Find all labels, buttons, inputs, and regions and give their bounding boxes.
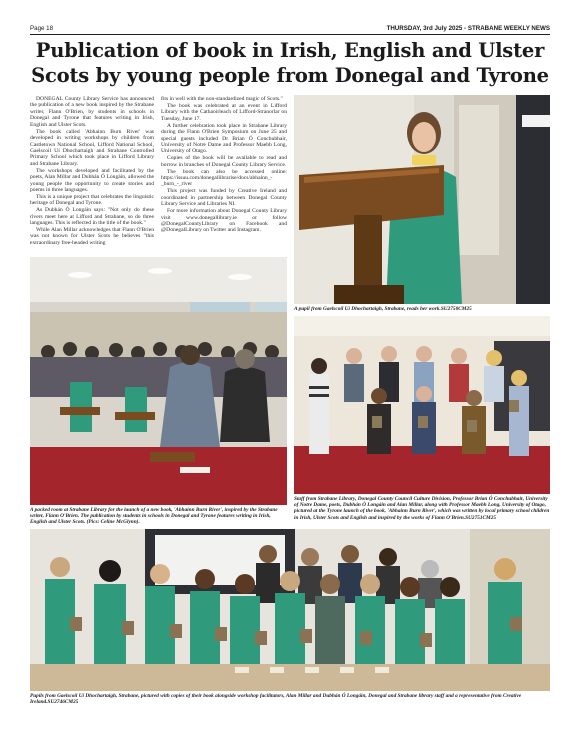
paragraph: This is a unique project that celebrates the linguistic heritage of Donegal and Tyrone. <box>30 193 154 207</box>
paragraph: The book was celebrated at an event in Lifford Library with the Cathaoirleach of Lifford-Stranorlar on Tuesday, June 17. <box>161 102 287 122</box>
article-column-1 <box>30 96 154 247</box>
paragraph: The book can also be accessed online: https://issuu.com/donegallibrarise/docs/abhainn_-_burn_-_river <box>161 168 287 188</box>
headline-line-1: Publication of book in Irish, English and Ulster <box>35 39 545 62</box>
paragraph: DONEGAL County Library Service has announced the publication of a new book inspired by the Strabane writer, Flann O'Brien, by students in schools in Donegal and Tyrone that features writing in Irish, English and Ulster Scots. <box>30 96 154 128</box>
paragraph: The book called 'Abhainn Burn River' was developed in writing workshops by children from Castletown National School, Lifford National School, Gaelscoil Uí Dhochartaigh and Strabane Controlled Primary School which took place in Lifford Library and Strabane Library. <box>30 128 154 167</box>
header-rule <box>30 34 550 35</box>
paragraph: Copies of the book will be available to read and borrow in branches of Donegal County Library Service. <box>161 155 287 168</box>
paragraph: While Alan Millar acknowledges that Flann O'Brien was not known for Ulster Scots he believes "this extraordinary free-headed writing <box>30 227 154 246</box>
paragraph: For more information about Donegal County Library visit www.donegallibrary.ie or follow @DonegalCountyLibrary on Facebook and @DonegalLibrary on Twitter and Instagram. <box>161 208 287 234</box>
photo-pupil-reading <box>294 95 550 304</box>
photo-pupils-group <box>30 529 550 691</box>
paragraph: As Dubhán Ó Longáin says: "Not only do these rivers meet here at Lifford and Strabane, so do three languages. This is reflected in the title of the book." <box>30 207 154 227</box>
paragraph: A further celebration took place in Strabane Library during the Flann O'Brien Symposium on June 25 and special guests included Dr Brian Ó Conchubhair, University of Notre Dame and Professor Maebh Long, University of Otago. <box>161 122 287 155</box>
headline <box>26 38 554 88</box>
paper-dateline: THURSDAY, 3rd July 2025 - STRABANE WEEKLY NEWS <box>386 25 550 32</box>
photo-staff-group <box>294 316 550 494</box>
photo-packed-room <box>30 257 287 505</box>
page-header <box>30 25 550 37</box>
caption-pupil: A pupil from Gaelscoil Uí Dhochartaigh, Strabane, reads her work.SU2750CM25 <box>294 306 472 312</box>
caption-staff: Staff from Strabane Library, Donegal County Council Culture Division, Professor Brian Ó Conchubhair, University of Notre Dame, poets, Dubhán Ó Longáin and Alan Millar, along with Professor Maebh Long, University of Otago, pictured at the Tyrone launch of the book, 'Abhainn Burn River', which was written by local primary school children in Irish, Ulster Scots and English and inspired by the works of Flann O'Brien.SU2751CM25 <box>294 496 550 521</box>
headline-line-2: Scots by young people from Donegal and Tyrone <box>31 64 549 87</box>
page-number: Page 18 <box>30 25 54 32</box>
paragraph: The workshops developed and facilitated by the poets, Alan Millar and Dubhán Ó Longáin, allowed the young people the opportunity to create stories and poems in three languages. <box>30 167 154 194</box>
caption-pupils: Pupils from Gaelscoil Uí Dhochartaigh, Strabane, pictured with copies of their book alongside workshop facilitators, Alan Millar and Dubhán Ó Longáin, Donegal and Strabane library staff and a representative from Creative Ireland.SU2746CM25 <box>30 693 522 706</box>
article-column-2 <box>161 96 287 234</box>
caption-packed-room: A packed room at Strabane Library for the launch of a new book, 'Abhainn Burn River', inspired by the Strabane writer, Flann O'Brien. The publication by students in schools in Donegal and Tyrone features writing in Irish, English and Ulster Scots. (Pics: Celine McGlynn). <box>30 507 278 526</box>
paragraph: fits in well with the non-standardized magic of Scots." <box>161 96 283 102</box>
paragraph: This project was funded by Creative Ireland and coordinated in partnership between Donegal County Library Service and Libraries NI. <box>161 188 287 208</box>
